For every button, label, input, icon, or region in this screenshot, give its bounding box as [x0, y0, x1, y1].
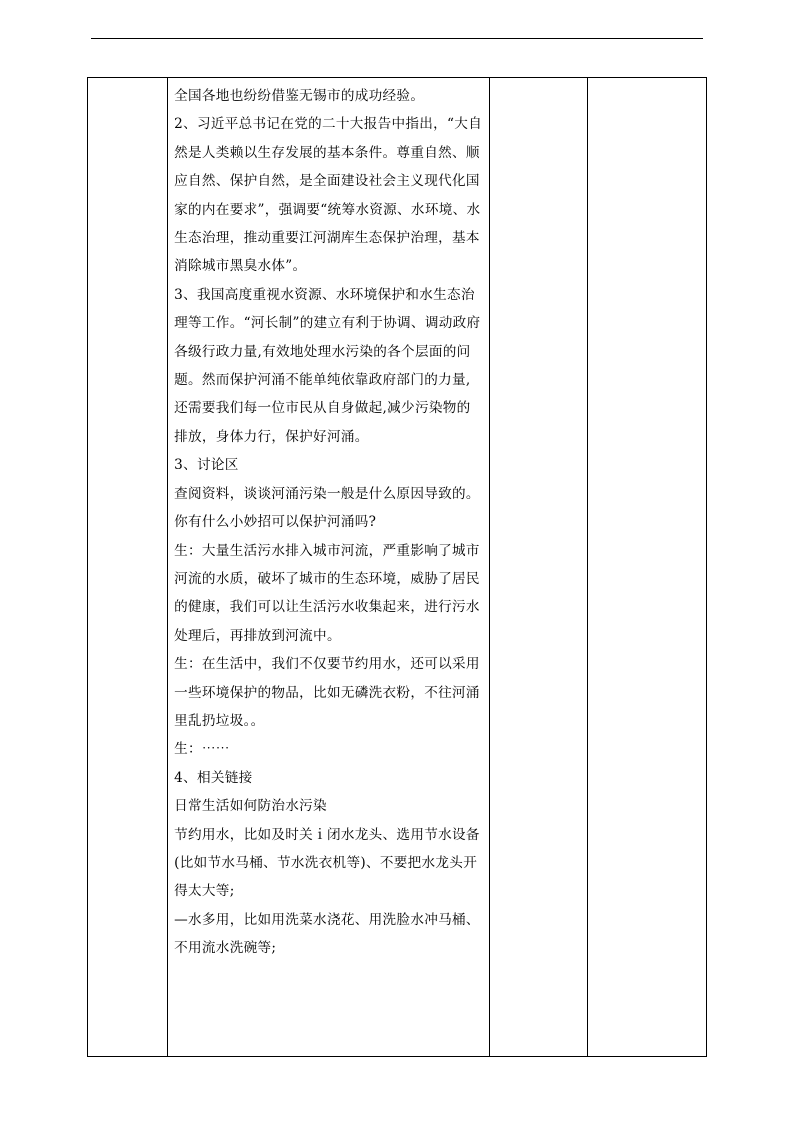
header-rule — [91, 38, 703, 39]
section-heading-links: 4、相关链接 — [174, 769, 253, 786]
step-cell — [88, 78, 168, 1057]
paragraph-report-quote: 2、习近平总书记在党的二十大报告中指出，“大自然是人类赖以生存发展的基本条件。尊重自然、顺应自然、保护自然，是全面建设社会主义现代化国家的内在要求”，强调要“统筹水资源、水环境、水生态治理，推动重要江河湖库生态保护治理，基本消除城市黑臭水体”。 — [174, 116, 483, 275]
table-row — [88, 78, 707, 1057]
section-heading-discussion: 3、讨论区 — [174, 457, 239, 474]
paragraph-student-answer-2: 生：在生活中，我们不仅要节约用水，还可以采用一些环境保护的物品，比如无磷洗衣粉，不往河涌里乱扔垃圾。。 — [174, 656, 480, 729]
paragraph-discussion-prompt: 查阅资料，谈谈河涌污染一般是什么原因导致的。你有什么小妙招可以保护河涌吗? — [174, 485, 480, 531]
paragraph-save-water: 节约用水，比如及时关ｉ闭水龙头、选用节水设备(比如节水马桶、节水洗衣机等)、不要把水龙头开得太大等; — [174, 826, 480, 900]
student-activity-cell — [489, 78, 587, 1057]
content-cell — [168, 78, 490, 1057]
paragraph-reuse-water: —水多用，比如用洗菜水浇花、用洗脸水冲马桶、不用流水洗碗等; — [174, 911, 480, 957]
lesson-plan-table — [87, 77, 707, 1057]
paragraph-river-chief: 3、我国高度重视水资源、水环境保护和水生态治理等工作。“河长制”的建立有利于协调、调动政府各级行政力量,有效地处理水污染的各个层面的问题。然而保护河涌不能单纯依靠政府部门的力量,还需要我们每一位市民从自身做起,减少污染物的排放，身体力行，保护好河涌。 — [174, 286, 481, 445]
paragraph-student-answer-3: 生：⋯⋯ — [174, 741, 230, 758]
paragraph-intro: 全国各地也纷纷借鉴无锡市的成功经验。 — [174, 88, 425, 104]
paragraph-links-title: 日常生活如何防治水污染 — [174, 798, 327, 815]
paragraph-student-answer-1: 生：大量生活污水排入城市河流，严重影响了城市河流的水质，破坏了城市的生态环境，威胁了居民的健康，我们可以让生活污水收集起来，进行污水处理后，再排放到河流中。 — [174, 542, 480, 644]
design-intent-cell — [587, 78, 706, 1057]
